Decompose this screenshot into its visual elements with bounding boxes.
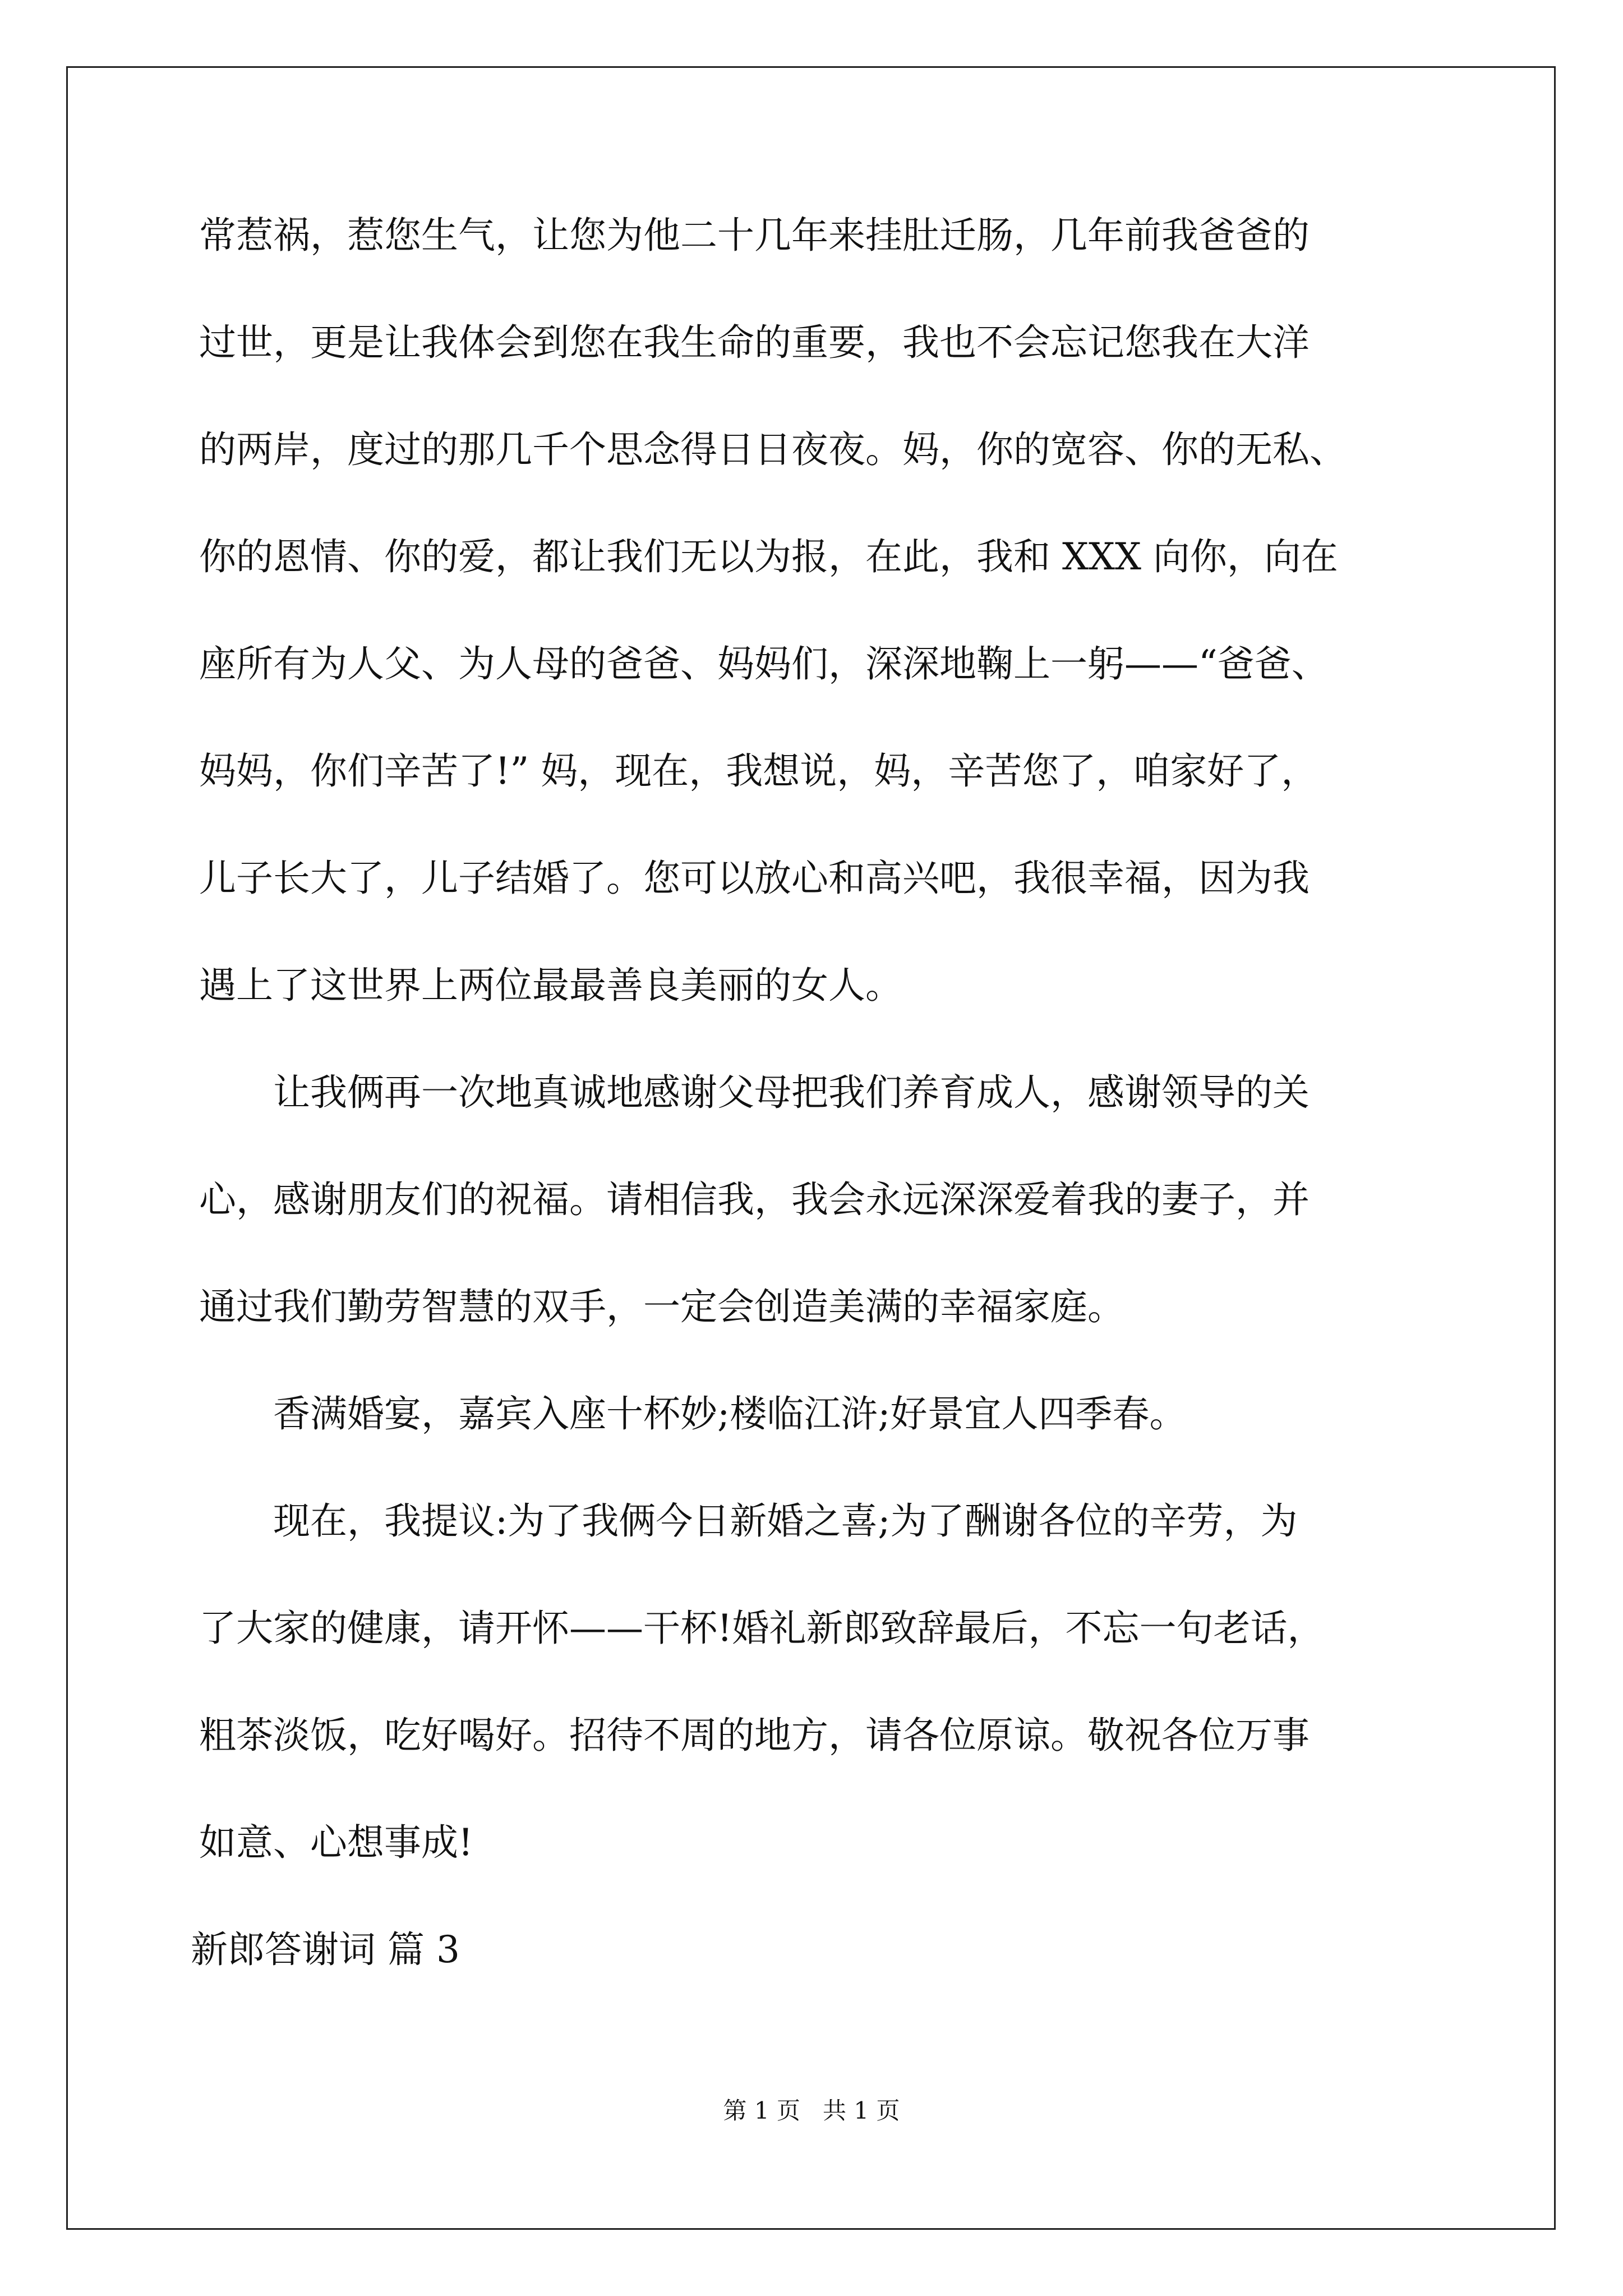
body-line: 了大家的健康，请开怀——干杯!婚礼新郎致辞最后，不忘一句老话， <box>199 1607 1325 1650</box>
body-line: 你的恩情、你的爱，都让我们无以为报，在此，我和 XXX 向你，向在 <box>199 535 1338 578</box>
body-line: 通过我们勤劳智慧的双手，一定会创造美满的幸福家庭。 <box>199 1285 1124 1328</box>
section-heading: 新郎答谢词 篇 3 <box>191 1928 460 1971</box>
page-footer: 第 1 页 共 1 页 <box>723 2097 900 2124</box>
body-line: 妈妈，你们辛苦了!” 妈，现在，我想说，妈，辛苦您了，咱家好了， <box>199 749 1318 793</box>
body-line: 常惹祸，惹您生气，让您为他二十几年来挂肚迁肠，几年前我爸爸的 <box>199 214 1310 257</box>
body-line: 过世，更是让我体会到您在我生命的重要，我也不会忘记您我在大洋 <box>199 321 1310 364</box>
body-line: 儿子长大了，儿子结婚了。您可以放心和高兴吧，我很幸福，因为我 <box>199 857 1310 900</box>
body-line: 让我俩再一次地真诚地感谢父母把我们养育成人，感谢领导的关 <box>199 1071 1310 1114</box>
page-border <box>66 66 1556 2230</box>
body-line: 的两岸，度过的那几千个思念得日日夜夜。妈，你的宽容、你的无私、 <box>199 428 1347 471</box>
body-line: 座所有为人父、为人母的爸爸、妈妈们，深深地鞠上一躬——“爸爸、 <box>199 642 1329 685</box>
body-line: 心，感谢朋友们的祝福。请相信我，我会永远深深爱着我的妻子，并 <box>199 1178 1310 1221</box>
body-line: 现在，我提议:为了我俩今日新婚之喜;为了酬谢各位的辛劳，为 <box>199 1499 1298 1543</box>
body-line: 如意、心想事成! <box>199 1821 473 1864</box>
body-line: 香满婚宴，嘉宾入座十杯妙;楼临江浒;好景宜人四季春。 <box>199 1392 1187 1435</box>
body-line: 遇上了这世界上两位最最善良美丽的女人。 <box>199 964 902 1007</box>
body-line: 粗茶淡饭，吃好喝好。招待不周的地方，请各位原谅。敬祝各位万事 <box>199 1714 1310 1757</box>
